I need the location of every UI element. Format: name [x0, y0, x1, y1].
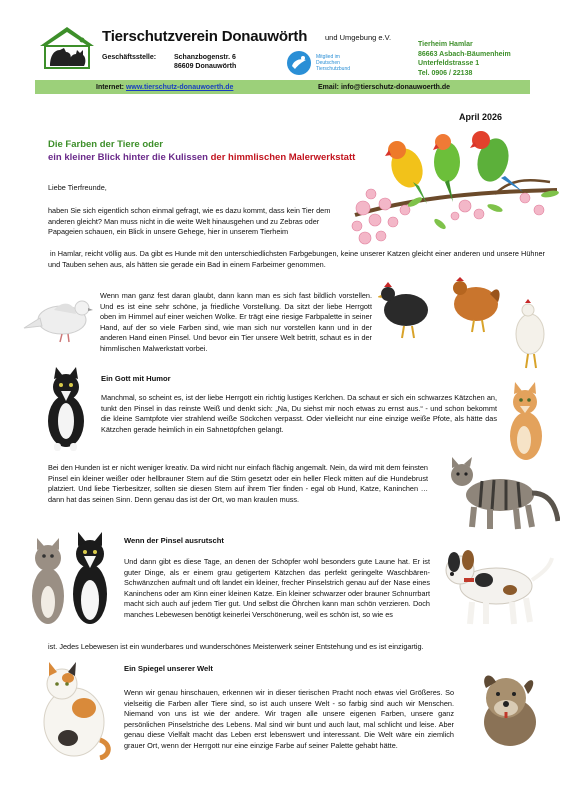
- heading-mirror: Ein Spiegel unserer Welt: [124, 664, 213, 673]
- shelter-phone: Tel. 0906 / 22138: [418, 69, 473, 77]
- issue-date: April 2026: [459, 112, 503, 122]
- intro-paragraph: haben Sie sich eigentlich schon einmal gefragt, wie es dazu kommt, dass kein Tier dem anderen gleicht? Man muss nicht in die weite Welt hinausgehen und zu Zebras oder Papageien schauen, ein Blick in unsere Gehege, hier in unserem Tierheim: [48, 206, 331, 237]
- title-line-2: ein kleiner Blick hinter die Kulissen der himmlischen Malerwerkstatt: [48, 151, 356, 163]
- mirror-paragraph: Wenn wir genau hinschauen, erkennen wir in dieser tierischen Pracht noch etwas viel Größeres. So vielseitig die Farben aller Tiere sind, so ist auch unsere Welt - so farbig sind auch wir Menschen. Niemand von uns ist wie der andere. Wir tragen alle unsere eigenen Farben, unsere ganz persönlichen Pinselstriche des Lebens. Mal sind wir bunt und auch laut, mal schlicht und leise. Aber genau diese Vielfalt macht das Leben erst lebenswert und interessant. Die Welt wäre ein ziemlich grauer Ort, wenn der Herrgott nur eine einzige Farbe auf seiner Palette gehabt hätte.: [124, 688, 454, 750]
- dogs-paragraph: Bei den Hunden ist er nicht weniger kreativ. Da wird nicht nur einfach flächig angemalt. Nein, da wird mit dem feinsten Pinsel ein kleiner weißer oder hellbrauner Stern auf die Stirn gesetzt oder ein heller Fleck mitten auf die Hundebrust platziert. Und liebe Tierbesitzer, sollten sie diesen Stern auf ihrem Tier finden - egal ob Hund, Katze, Kaninchen … dann hat das seinen Sinn. Denn genau das ist der Ort, wo man kraulen muss.: [48, 463, 428, 504]
- intro-paragraph-cont: in Hamlar, reicht völlig aus. Da gibt es Hunde mit den unterschiedlichsten Farbgebungen, keine unserer Katzen gleicht einer anderen und unsere Hühner und Tauben sehen aus, als hätten sie gerade ein Bad in einem Farbeimer genommen.: [48, 249, 545, 269]
- calico-cat: [30, 660, 112, 760]
- org-suffix: und Umgebung e.V.: [325, 33, 392, 42]
- article-title: [48, 139, 355, 164]
- humor-paragraph: Manchmal, so scheint es, ist der liebe Herrgott ein richtig lustiges Kerlchen. Da schaut er sich ein schwarzes Kätzchen an, tunkt den Pinsel in das reinste Weiß und denkt sich: „Na, Du siehst mir noch etwas zu ernst aus.“ - und schon bekommt die kleine Samtpfote vier strahlend weiße Söckchen verpasst. Oder vielleicht nur eine einzige weiße Pfote, als hätte das Kätzchen gerade heimlich in ein Sahnetöpfchen gelangt.: [101, 393, 497, 434]
- tierschutzbund-badge-icon: [286, 50, 312, 76]
- heading-brush: Wenn der Pinsel ausrutscht: [124, 536, 224, 545]
- white-dove: [22, 288, 94, 346]
- shelter-address: [418, 40, 511, 78]
- org-name: Tierschutzverein Donauwörth: [102, 28, 308, 45]
- office-street: Schanzbogenstr. 6: [174, 54, 236, 61]
- email-line: Email: info@tierschutz-donauwoerth.de: [318, 83, 451, 91]
- brush-paragraph: Und dann gibt es diese Tage, an denen der Schöpfer wohl besonders gute Laune hat. Er ist guter Dinge, als er einem grau getigertem Kätzchen das perfekt geringelte Waschbären-Schwänzchen aufmalt und oft landet ein kleiner, frecher Pinselstrich genau auf der Nase eines Kaninchens oder am Kinn einer kleinen Katze. Ein kleiner schwarzer oder brauner Schnurrbart macht sich auch auf jedem Tier gut. Und selbst die Öhrchen kann man schön verzieren. Doch manches Lebewesen benötigt keinerlei Verschönerung, weil es schön ist, so wie es: [124, 557, 430, 619]
- palette-paragraph: Wenn man ganz fest daran glaubt, dann kann man es sich fast bildlich vorstellen. Und es ist eine sehr schöne, ja friedliche Vorstellung. Da sitzt der liebe Herrgott oben im Himmel auf einer weichen Wolke. Er trägt eine riesige Farbpalette in seiner Hand, auf der so viele Farben sind, wie man sich nur vorstellen kann und in der anderen Hand einen Pinsel. Und bevor ein Tier unsere Welt betritt, schaut es in der himmlischen Malwerkstatt vorbei.: [100, 291, 372, 353]
- spotted-dog: [440, 540, 555, 630]
- email-link[interactable]: info@tierschutz-donauwoerth.de: [340, 83, 451, 91]
- shelter-street: Unterfeldstrasse 1: [418, 60, 480, 67]
- office-city: 86609 Donauwörth: [174, 63, 237, 70]
- internet-line: Internet: www.tierschutz-donauwoerth.de: [96, 83, 234, 91]
- heading-humor: Ein Gott mit Humor: [101, 374, 171, 383]
- office-label: Geschäftsstelle:: [102, 54, 157, 61]
- internet-link[interactable]: www.tierschutz-donauwoerth.de: [125, 83, 234, 91]
- title-line-1: Die Farben der Tiere oder: [48, 139, 163, 150]
- shelter-city: 86663 Asbach-Bäumenheim: [418, 50, 511, 58]
- black-white-cat: [34, 367, 94, 453]
- shelter-name: Tierheim Hamlar: [418, 41, 473, 48]
- greeting: Liebe Tierfreunde,: [48, 183, 107, 192]
- hens: [378, 276, 553, 371]
- parrots-blossom-branch: [345, 120, 560, 252]
- terrier-dog: [466, 668, 548, 752]
- badge-text: Mitglied im Deutschen Tierschutzbund: [316, 54, 350, 72]
- two-kittens: [26, 526, 116, 634]
- brush-paragraph-cont: ist. Jedes Lebewesen ist ein wunderbares und wunderschönes Meisterwerk seiner Entstehung und es ist einzigartig.: [48, 642, 424, 651]
- logo-dog-cat-house-icon: [38, 26, 96, 70]
- tabby-cat: [440, 455, 560, 535]
